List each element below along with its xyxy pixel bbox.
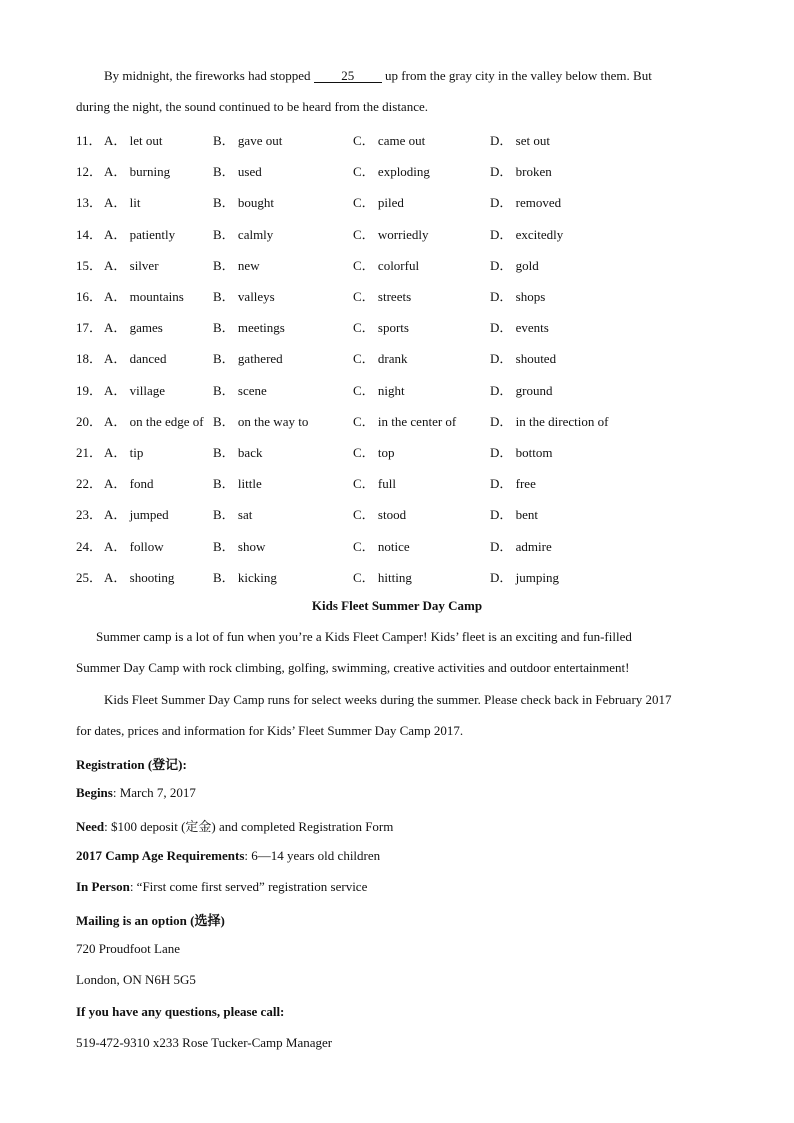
option-c: C． hitting (353, 569, 412, 585)
address-line-1: 720 Proudfoot Lane (76, 941, 180, 956)
question-number: 19． (76, 382, 103, 398)
option-b: B． valleys (213, 289, 275, 304)
option-c: C． night (353, 382, 405, 398)
question-number: 16． (76, 289, 103, 304)
option-d: D． free (490, 476, 536, 492)
option-a: A． lit (104, 195, 141, 211)
option-a: A． fond (104, 476, 154, 492)
question-number: 14． (76, 226, 103, 242)
option-c: C． stood (353, 507, 407, 523)
option-d: D． bent (490, 507, 539, 523)
option-c: C． streets (353, 289, 412, 304)
option-d: D． bottom (490, 445, 553, 460)
option-a: A． on the edge of (104, 413, 204, 429)
option-a: A． village (104, 382, 166, 398)
questions-heading: If you have any questions, please call: (76, 1004, 285, 1019)
camp-para2-line1: Kids Fleet Summer Day Camp runs for select weeks during the summer. Please check back in February 2017 (104, 692, 672, 707)
question-number: 18． (76, 351, 103, 367)
option-a: A． mountains (104, 289, 184, 304)
option-d: D． admire (490, 538, 552, 554)
option-a: A． burning (104, 164, 171, 180)
option-b: B． show (213, 538, 266, 554)
option-b: B． sat (213, 507, 253, 523)
address-line-2: London, ON N6H 5G5 (76, 972, 196, 987)
camp-title: Kids Fleet Summer Day Camp (311, 598, 483, 613)
option-a: A． silver (104, 257, 159, 273)
option-a: A． jumped (104, 507, 169, 523)
option-a: A． games (104, 320, 163, 336)
question-number: 15． (76, 257, 103, 273)
question-number: 25． (76, 569, 103, 585)
option-d: D． gold (490, 257, 539, 273)
camp-para1-line1: Summer camp is a lot of fun when you’re a Kids Fleet Camper! Kids’ fleet is an exciting and fun-filled (96, 629, 632, 644)
option-a: A． shooting (104, 569, 175, 585)
question-number: 17． (76, 320, 103, 336)
intro-line-1 (104, 68, 652, 84)
option-d: D． broken (490, 164, 552, 180)
option-b: B． little (213, 476, 262, 492)
question-number: 20． (76, 413, 103, 429)
option-b: B． on the way to (213, 413, 309, 429)
option-c: C． sports (353, 320, 409, 336)
option-a: A． patiently (104, 226, 176, 242)
inperson-label: In Person (76, 879, 130, 894)
intro-text-after: up from the gray city in the valley below them. But (385, 68, 652, 83)
need-line (76, 816, 393, 835)
question-number: 12． (76, 164, 103, 180)
inperson-value: : “First come first served” registration service (129, 879, 368, 894)
option-c: C． top (353, 445, 395, 460)
option-d: D． shouted (490, 351, 557, 367)
option-d: D． jumping (490, 569, 559, 585)
option-a: A． follow (104, 538, 164, 554)
phone-line: 519-472-9310 x233 Rose Tucker-Camp Manager (76, 1035, 333, 1050)
blank-25: 25 (314, 69, 382, 83)
camp-para2-line2: for dates, prices and information for Kids’ Fleet Summer Day Camp 2017. (76, 723, 464, 738)
need-value: : $100 deposit (定金) and completed Registration Form (104, 819, 394, 834)
option-b: B． gave out (213, 133, 283, 148)
age-label: 2017 Camp Age Requirements (76, 848, 245, 863)
option-a: A． danced (104, 351, 167, 367)
camp-para1-line2: Summer Day Camp with rock climbing, golfing, swimming, creative activities and outdoor entertainment! (76, 660, 630, 675)
option-d: D． events (490, 320, 549, 336)
question-number: 24． (76, 538, 103, 554)
question-number: 23． (76, 507, 103, 523)
option-d: D． excitedly (490, 226, 564, 242)
option-c: C． worriedly (353, 226, 429, 242)
registration-heading: Registration (登记): (76, 757, 187, 772)
option-c: C． in the center of (353, 413, 457, 429)
option-c: C． piled (353, 195, 404, 211)
mailing-heading: Mailing is an option (选择) (76, 913, 225, 928)
option-c: C． colorful (353, 257, 420, 273)
question-number: 21． (76, 445, 103, 460)
option-d: D． in the direction of (490, 413, 609, 429)
option-d: D． shops (490, 289, 546, 304)
option-d: D． removed (490, 195, 562, 211)
inperson-line (76, 879, 367, 895)
intro-line-2: during the night, the sound continued to be heard from the distance. (76, 99, 428, 114)
question-number: 11． (76, 133, 102, 148)
option-c: C． exploding (353, 164, 430, 180)
need-label: Need (76, 819, 105, 834)
option-d: D． set out (490, 133, 550, 148)
option-b: B． used (213, 164, 262, 180)
age-value: : 6—14 years old children (244, 848, 381, 863)
question-number: 22． (76, 476, 103, 492)
option-a: A． tip (104, 445, 144, 460)
option-b: B． back (213, 445, 263, 460)
age-line (76, 848, 380, 864)
option-b: B． bought (213, 195, 275, 211)
option-b: B． calmly (213, 226, 274, 242)
option-c: C． notice (353, 538, 410, 554)
option-b: B． gathered (213, 351, 283, 367)
begins-label: Begins (76, 785, 113, 800)
option-a: A． let out (104, 133, 163, 148)
option-c: C． came out (353, 133, 426, 148)
option-c: C． full (353, 476, 396, 492)
option-b: B． meetings (213, 320, 285, 336)
option-c: C． drank (353, 351, 408, 367)
begins-value: : March 7, 2017 (112, 785, 196, 800)
option-b: B． new (213, 257, 260, 273)
option-b: B． scene (213, 382, 267, 398)
option-d: D． ground (490, 382, 553, 398)
option-b: B． kicking (213, 569, 277, 585)
question-number: 13． (76, 195, 103, 211)
intro-text-before: By midnight, the fireworks had stopped (104, 68, 311, 83)
begins-line (76, 785, 196, 801)
